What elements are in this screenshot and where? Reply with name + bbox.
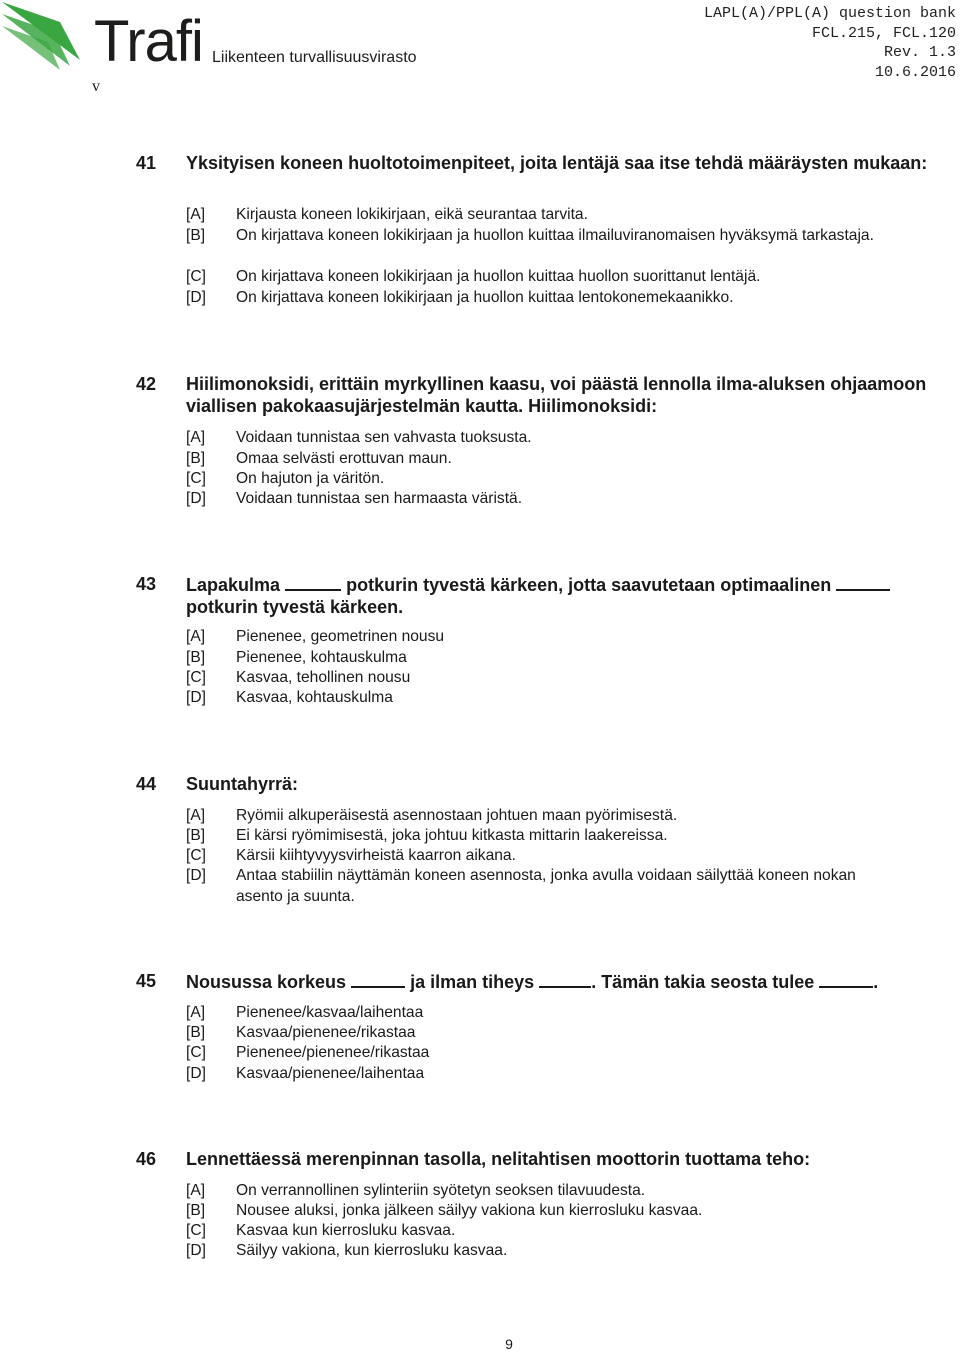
answer-blank xyxy=(351,970,405,988)
question-number: 44 xyxy=(136,774,157,794)
option-text: Pienenee, geometrinen nousu xyxy=(236,628,445,645)
logo-subtitle: Liikenteen turvallisuusvirasto xyxy=(212,49,417,66)
question-text-part: potkurin tyvestä kärkeen, jotta saavutetaan optimaalinen xyxy=(346,575,832,595)
question-text xyxy=(186,573,936,618)
question-text-part: Nousussa korkeus xyxy=(186,972,347,992)
option-label: [C] xyxy=(186,470,206,487)
option-text: Ei kärsi ryömimisestä, joka johtuu kitkasta mittarin laakereissa. xyxy=(236,827,668,844)
option-text: Kasvaa/pienenee/rikastaa xyxy=(236,1024,416,1041)
question-text: Yksityisen koneen huoltotoimenpiteet, joita lentäjä saa itse tehdä määräysten mukaan: xyxy=(186,153,928,173)
option-label: [C] xyxy=(186,669,206,686)
option-text: Voidaan tunnistaa sen harmaasta väristä. xyxy=(236,490,523,507)
option-text: Kasvaa kun kierrosluku kasvaa. xyxy=(236,1222,456,1239)
option-text: Nousee aluksi, jonka jälkeen säilyy vakiona kun kierrosluku kasvaa. xyxy=(236,1202,703,1219)
question-text xyxy=(186,970,936,993)
logo-wordmark: Trafi xyxy=(94,9,203,74)
answer-blank xyxy=(819,970,873,988)
question-number: 41 xyxy=(136,153,157,173)
trafi-logo xyxy=(0,0,420,100)
option-label: [B] xyxy=(186,1202,206,1219)
option-label: [A] xyxy=(186,429,206,446)
option-text: Kasvaa/pienenee/laihentaa xyxy=(236,1065,425,1082)
option-label: [C] xyxy=(186,1222,206,1239)
question-number: 42 xyxy=(136,374,157,394)
option-label: [D] xyxy=(186,689,206,706)
page-number: 9 xyxy=(505,1336,513,1352)
option-text: On kirjattava koneen lokikirjaan ja huollon kuittaa ilmailuviranomaisen hyväksymä tarkastaja. xyxy=(236,227,874,244)
option-label: [D] xyxy=(186,289,206,306)
option-label: [C] xyxy=(186,1044,206,1061)
answer-blank xyxy=(539,970,591,988)
answer-blank xyxy=(285,573,341,591)
option-text: Säilyy vakiona, kun kierrosluku kasvaa. xyxy=(236,1242,508,1259)
option-label: [D] xyxy=(186,1242,206,1259)
question-number: 43 xyxy=(136,574,157,594)
doc-revision: Rev. 1.3 xyxy=(883,44,956,61)
answer-blank xyxy=(836,573,890,591)
option-text: Kärsii kiihtyvyysvirheistä kaarron aikana. xyxy=(236,847,516,864)
doc-date: 10.6.2016 xyxy=(874,63,956,81)
question-text-part: . Tämän takia seosta tulee xyxy=(591,972,815,992)
option-label: [A] xyxy=(186,628,206,645)
option-label: [B] xyxy=(186,649,206,666)
option-label: [D] xyxy=(186,867,206,884)
option-label: [B] xyxy=(186,827,206,844)
option-text: Pienenee/kasvaa/laihentaa xyxy=(236,1004,424,1021)
document-info xyxy=(704,4,956,82)
option-label: [A] xyxy=(186,206,206,223)
option-label: [C] xyxy=(186,268,206,285)
option-label: [B] xyxy=(186,1024,206,1041)
question-text: Lennettäessä merenpinnan tasolla, nelitahtisen moottorin tuottama teho: xyxy=(186,1149,811,1169)
option-text: Pienenee/pienenee/rikastaa xyxy=(236,1044,430,1061)
option-text: On kirjattava koneen lokikirjaan ja huollon kuittaa lentokonemekaanikko. xyxy=(236,289,734,306)
question-text-part: . xyxy=(873,972,879,992)
question-text-part: Lapakulma xyxy=(186,575,281,595)
option-label: [B] xyxy=(186,450,206,467)
question-text: Suuntahyrrä: xyxy=(186,774,299,794)
question-text-part: potkurin tyvestä kärkeen. xyxy=(186,597,404,617)
stray-character: v xyxy=(92,78,100,95)
option-text: Kasvaa, kohtauskulma xyxy=(236,689,393,706)
option-text: Ryömii alkuperäisestä asennostaan johtuen maan pyörimisestä. xyxy=(236,807,678,824)
option-label: [A] xyxy=(186,1182,206,1199)
doc-reference: FCL.215, FCL.120 xyxy=(811,24,956,42)
option-text: Antaa stabiilin näyttämän koneen asennosta, jonka avulla voidaan säilyttää koneen nokan asento ja suunta. xyxy=(236,867,856,905)
option-text: Kirjausta koneen lokikirjaan, eikä seurantaa tarvita. xyxy=(236,206,588,223)
option-label: [A] xyxy=(186,1004,206,1021)
option-text: Voidaan tunnistaa sen vahvasta tuoksusta. xyxy=(236,429,532,446)
doc-title: LAPL(A)/PPL(A) question bank xyxy=(703,5,956,22)
option-label: [D] xyxy=(186,1065,206,1082)
option-text: Omaa selvästi erottuvan maun. xyxy=(236,450,452,467)
option-label: [C] xyxy=(186,847,206,864)
option-text: Kasvaa, tehollinen nousu xyxy=(236,669,411,686)
question-text-part: ja ilman tiheys xyxy=(410,972,535,992)
question-number: 46 xyxy=(136,1149,157,1169)
option-text: Pienenee, kohtauskulma xyxy=(236,649,407,666)
option-text: On kirjattava koneen lokikirjaan ja huollon kuittaa huollon suorittanut lentäjä. xyxy=(236,268,761,285)
option-label: [D] xyxy=(186,490,206,507)
option-text: On hajuton ja väritön. xyxy=(236,470,385,487)
question-number: 45 xyxy=(136,971,157,991)
option-label: [A] xyxy=(186,807,206,824)
trafi-swoosh-icon xyxy=(0,0,96,80)
option-label: [B] xyxy=(186,227,206,244)
question-text: Hiilimonoksidi, erittäin myrkyllinen kaasu, voi päästä lennolla ilma-aluksen ohjaamoon viallisen pakokaasujärjestelmän kautta. Hiilimonoksidi: xyxy=(186,374,927,416)
option-text: On verrannollinen sylinteriin syötetyn seoksen tilavuudesta. xyxy=(236,1182,646,1199)
